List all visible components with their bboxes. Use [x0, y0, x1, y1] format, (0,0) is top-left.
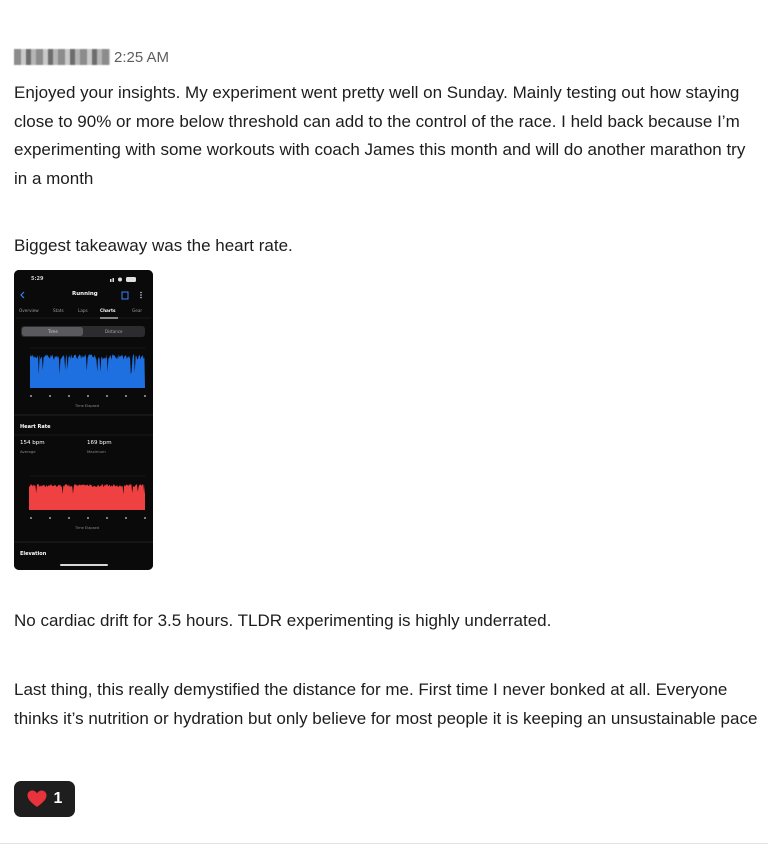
message-paragraph: Enjoyed your insights. My experiment went pretty well on Sunday. Mainly testing out how staying close to 90% or more below threshold can add to the control of the race. I held back because I’m experimenting with some workouts with coach James this month and will do another marathon try in a month — [14, 83, 746, 188]
hr-maximum-label: Maximum — [87, 449, 106, 454]
hr-average-label: Average — [20, 449, 36, 454]
heart-rate-section-label: Heart Rate — [20, 424, 51, 430]
tab-charts[interactable]: Charts — [100, 308, 116, 313]
hr-maximum-value: 169 bpm — [87, 440, 112, 446]
message-timestamp: 2:25 AM — [114, 48, 170, 66]
message-paragraph: Last thing, this really demystified the distance for me. First time I never bonked at all. Everyone thinks it’s nutrition or hydration but only believe for most people it is keeping an unsustainable pace — [14, 680, 758, 728]
hr-average-value: 154 bpm — [20, 440, 45, 446]
attached-screenshot[interactable] — [14, 270, 153, 570]
hr-x-axis-label: Time Elapsed — [75, 526, 100, 530]
sender-name-redacted[interactable] — [14, 49, 110, 65]
message-header — [14, 44, 169, 70]
tab-gear[interactable]: Gear — [132, 308, 143, 313]
home-indicator — [60, 564, 108, 566]
elevation-section-label: Elevation — [20, 551, 47, 557]
message-paragraph: No cardiac drift for 3.5 hours. TLDR experimenting is highly underrated. — [14, 611, 552, 630]
reaction-count: 1 — [53, 790, 63, 807]
message-paragraph: Biggest takeaway was the heart rate. — [14, 236, 293, 255]
tab-laps[interactable]: Laps — [78, 308, 88, 313]
reaction-button[interactable] — [14, 781, 75, 817]
screen-title: Running — [72, 291, 98, 297]
segment-time[interactable]: Time — [48, 329, 58, 334]
tab-stats[interactable]: Stats — [53, 308, 64, 313]
pace-x-axis-label: Time Elapsed — [75, 404, 100, 408]
message-divider — [0, 843, 768, 844]
screenshot-graphic — [14, 270, 153, 570]
status-time: 5:29 — [31, 276, 44, 282]
heart-icon — [27, 790, 47, 808]
tab-overview[interactable]: Overview — [19, 308, 39, 313]
segment-distance[interactable]: Distance — [105, 329, 123, 334]
